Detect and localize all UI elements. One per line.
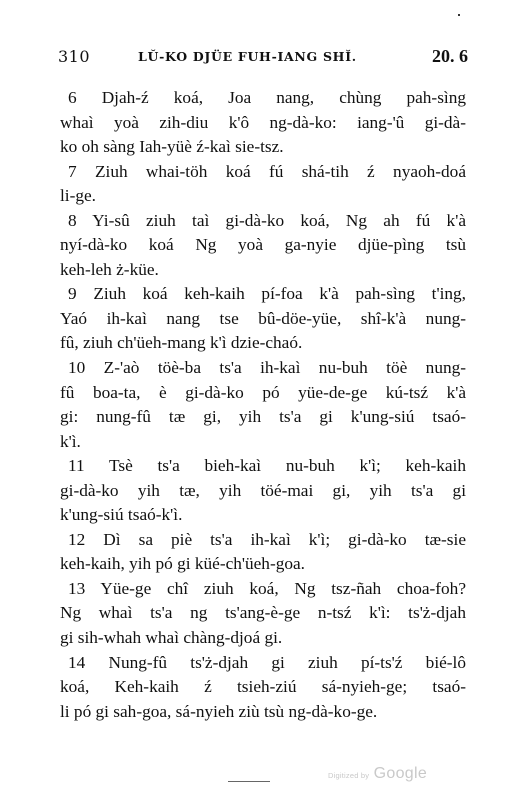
verse-text-block (60, 86, 466, 724)
chapter-verse-reference: 20. 6 (432, 46, 468, 66)
verse-line: Yaó ih-kaì nang tse bû-döe-yüe, shî-k'à nung- (60, 308, 466, 328)
scan-speck (458, 14, 460, 16)
verse-line: keh-leh ż-küe. (60, 259, 159, 279)
running-header (58, 47, 468, 71)
verse-line: Ng whaì ts'a ng ts'ang-è-ge n-tsź k'ì: ts'ż-djah (60, 603, 466, 623)
verse-line: 13 Yüe-ge chî ziuh koá, Ng tsz-ñah choa-foh? (68, 578, 466, 598)
verse-paragraph (60, 651, 466, 725)
footer-rule (228, 781, 270, 782)
verse-line: fû boa-ta, è gi-dà-ko pó yüe-de-ge kú-tsź k'à (60, 382, 466, 402)
verse-line: 14 Nung-fû ts'ż-djah gi ziuh pí-ts'ź bié-lô (68, 652, 466, 672)
verse-line: nyí-dà-ko koá Ng yoà ga-nyie djüe-pìng tsù (60, 235, 466, 255)
verse-line: li-ge. (60, 186, 96, 206)
digitization-watermark (328, 765, 427, 783)
verse-line: 9 Ziuh koá keh-kaih pí-foa k'à pah-sìng t'ing, (68, 284, 466, 304)
page-number: 310 (58, 47, 91, 66)
verse-line: 10 Z-'aò töè-ba ts'a ih-kaì nu-buh töè nung- (68, 358, 466, 378)
verse-line: 6 Djah-ź koá, Joa nang, chùng pah-sìng (68, 88, 466, 107)
verse-line: gi-dà-ko yih tæ, yih töé-mai gi, yih ts'a gi (60, 480, 466, 500)
verse-line: 11 Tsè ts'a bieh-kaì nu-buh k'ì; keh-kaih (68, 456, 466, 476)
verse-line: 8 Yi-sû ziuh taì gi-dà-ko koá, Ng ah fú k'à (68, 210, 466, 230)
verse-paragraph (60, 86, 466, 160)
verse-line: fû, ziuh ch'üeh-mang k'ì dzie-chaó. (60, 333, 303, 353)
verse-line: gi: nung-fû tæ gi, yih ts'a gi k'ung-siú tsaó- (60, 407, 466, 427)
verse-line: 12 Dì sa piè ts'a ih-kaì k'ì; gi-dà-ko tæ-sie (68, 529, 466, 549)
verse-line: li pó gi sah-goa, sá-nyieh ziù tsù ng-dà-ko-ge. (60, 701, 378, 721)
verse-line: gi sih-whah whaì chàng-djoá gi. (60, 628, 283, 648)
verse-paragraph (60, 282, 466, 356)
verse-paragraph (60, 209, 466, 283)
verse-paragraph (60, 577, 466, 651)
verse-paragraph (60, 160, 466, 209)
verse-paragraph (60, 528, 466, 577)
verse-line: k'ung-siú tsaó-k'ì. (60, 505, 183, 525)
verse-line: koá, Keh-kaih ź tsieh-ziú sá-nyieh-ge; tsaó- (60, 677, 466, 697)
verse-line: k'ì. (60, 431, 81, 451)
verse-line: whaì yoà zih-diu k'ô ng-dà-ko: iang-'û gi-dà- (60, 112, 466, 132)
verse-paragraph (60, 356, 466, 454)
verse-line: ko oh sàng Iah-yüè ź-kaì sie-tsz. (60, 137, 284, 157)
verse-line: 7 Ziuh whai-töh koá fú shá-tih ź nyaoh-doá (68, 161, 466, 181)
verse-paragraph (60, 454, 466, 528)
watermark-prefix: Digitized by (328, 771, 370, 780)
verse-line: keh-kaih, yih pó gi küé-ch'üeh-goa. (60, 554, 305, 574)
running-title: LŬ-KO DJÜE FUH-IANG SHĬ. (138, 49, 357, 64)
watermark-logo: Google (373, 765, 428, 782)
